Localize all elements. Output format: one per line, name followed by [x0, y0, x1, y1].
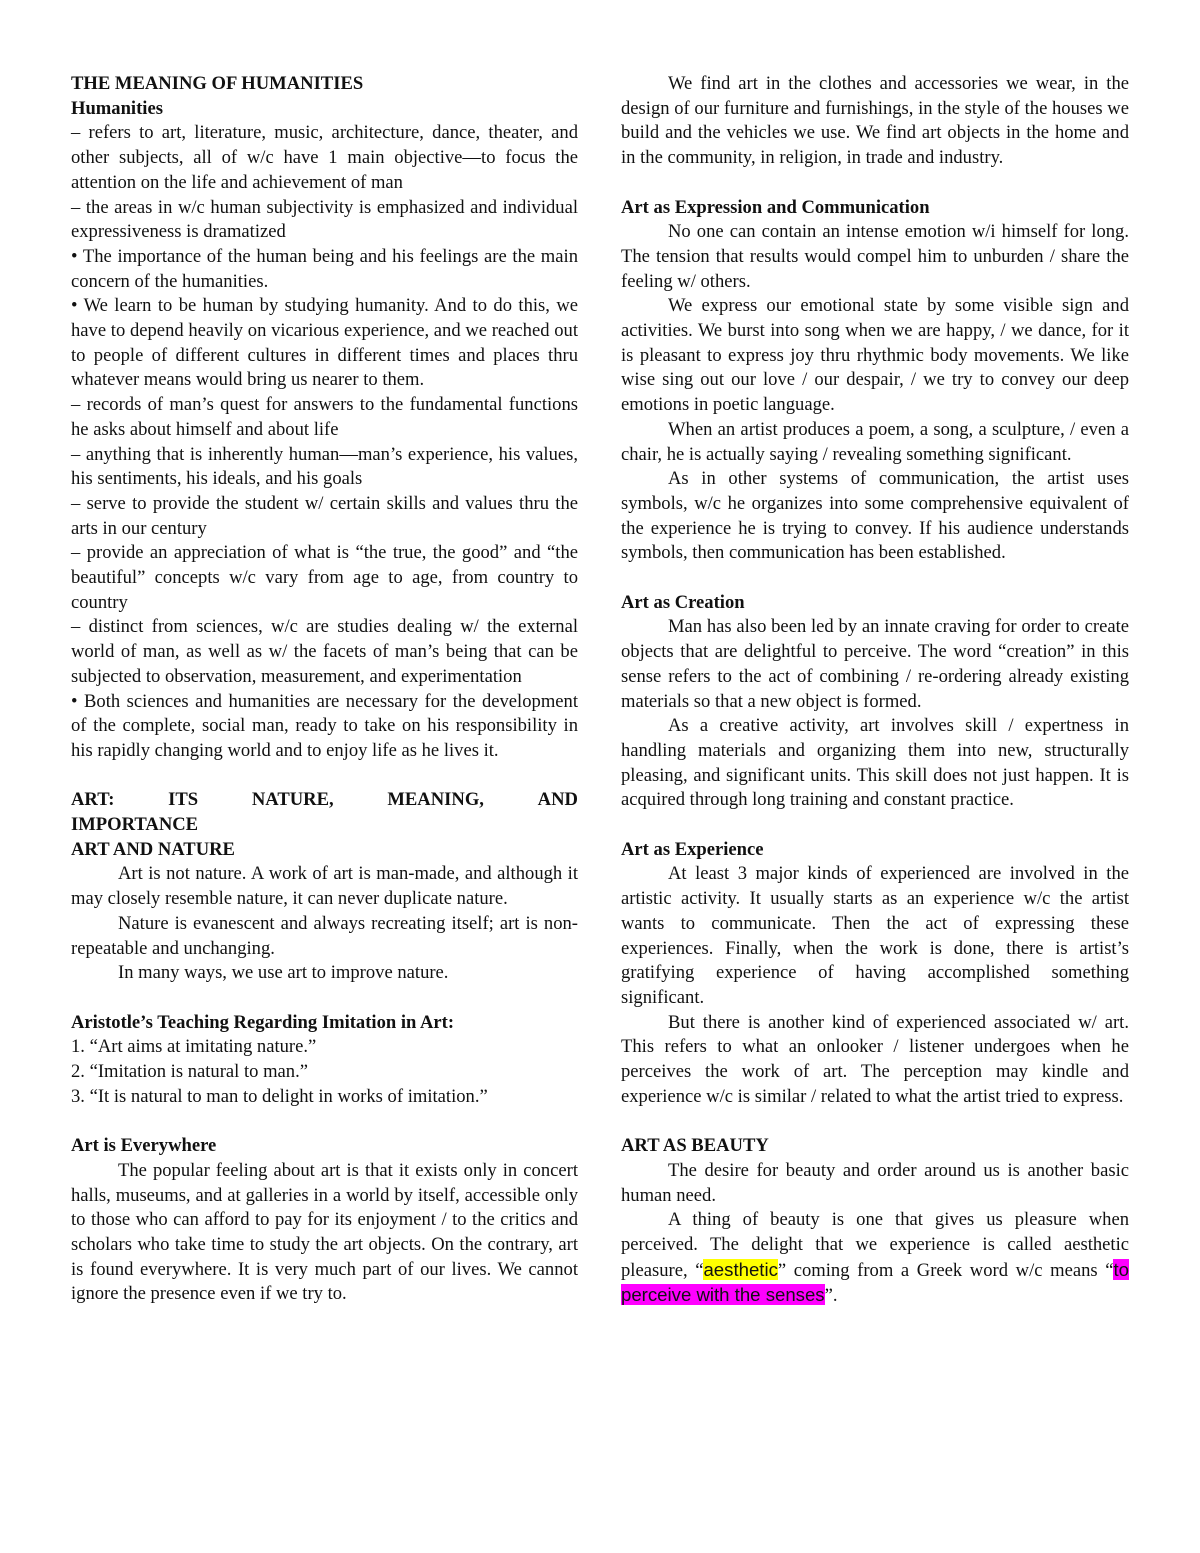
- creation-heading: Art as Creation: [621, 591, 745, 613]
- aristotle-item: 1. “Art aims at imitating nature.”: [71, 1036, 317, 1058]
- left-column: [71, 72, 578, 1307]
- creation-paragraph: As a creative activity, art involves skill / expertness in handling materials and organizing them into new, structurally pleasing, and significant units. This skill does not just happen. It is acquired through long training and constant practice.: [621, 715, 1129, 811]
- everywhere-continued-paragraph: We find art in the clothes and accessories we wear, in the design of our furniture and furnishings, in the style of the houses we build and the vehicles we use. We find art objects in the home and in the community, in religion, in trade and industry.: [621, 73, 1129, 169]
- creation-paragraph: Man has also been led by an innate craving for order to create objects that are delightful to perceive. The word “creation” in this sense refers to the act of combining / re-ordering already existing materials so that a new object is formed.: [621, 616, 1129, 712]
- art-heading-word: ART:: [71, 789, 115, 811]
- perceive-highlight: to perceive with the senses: [621, 1258, 1129, 1306]
- expression-heading: Art as Expression and Communication: [621, 196, 930, 218]
- art-nature-heading: ART AND NATURE: [71, 838, 235, 860]
- humanities-item: • We learn to be human by studying humanity. And to do this, we have to depend heavily on vicarious experience, and we reached out to people of different cultures in different times and places thru whatever means would bring us nearer to them.: [71, 295, 578, 391]
- humanities-item: – anything that is inherently human—man’s experience, his values, his sentiments, his ideals, and his goals: [71, 443, 578, 490]
- expression-paragraph: We express our emotional state by some visible sign and activities. We burst into song when we are happy, / we dance, for it is pleasant to express joy thru rhythmic body movements. We like wise sing out our love / our despair, / we try to convey our deep emotions in poetic language.: [621, 295, 1129, 416]
- beauty-text: ” coming from a Greek word w/c means “: [777, 1259, 1114, 1281]
- humanities-item: – records of man’s quest for answers to the fundamental functions he asks about himself and about life: [71, 394, 578, 440]
- humanities-item: – provide an appreciation of what is “the true, the good” and “the beautiful” concepts w/c vary from age to age, from country to country: [71, 542, 578, 613]
- humanities-item: • The importance of the human being and his feelings are the main concern of the humanities.: [71, 245, 578, 292]
- art-nature-paragraph: In many ways, we use art to improve nature.: [118, 962, 449, 984]
- art-heading-line2: IMPORTANCE: [71, 814, 199, 836]
- art-nature-paragraph: Art is not nature. A work of art is man-made, and although it may closely resemble nature, it can never duplicate nature.: [71, 863, 578, 910]
- humanities-item: • Both sciences and humanities are necessary for the development of the complete, social man, ready to take on his responsibility in his rapidly changing world and to enjoy life as he lives it.: [71, 690, 578, 761]
- aesthetic-highlight: aesthetic: [703, 1258, 778, 1280]
- humanities-item: – the areas in w/c human subjectivity is emphasized and individual expressiveness is dramatized: [71, 196, 578, 243]
- beauty-paragraph-aesthetic: [621, 1208, 1129, 1309]
- everywhere-heading: Art is Everywhere: [71, 1135, 217, 1157]
- beauty-paragraph: The desire for beauty and order around us is another basic human need.: [621, 1159, 1129, 1206]
- humanities-item: – distinct from sciences, w/c are studies dealing w/ the external world of man, as well as w/ the facets of man’s being that can be subjected to observation, measurement, and experimentation: [71, 616, 578, 687]
- experience-heading: Art as Experience: [621, 838, 764, 860]
- beauty-text: ”.: [824, 1285, 838, 1307]
- humanities-item: – serve to provide the student w/ certain skills and values thru the arts in our century: [71, 492, 578, 539]
- art-heading-word: NATURE,: [251, 789, 334, 811]
- document-title: THE MEANING OF HUMANITIES: [71, 73, 364, 94]
- humanities-heading: Humanities: [71, 97, 163, 119]
- art-heading-word: ITS: [168, 789, 199, 811]
- right-column: [621, 72, 1129, 1309]
- expression-paragraph: No one can contain an intense emotion w/i himself for long. The tension that results would compel him to unburden / share the feeling w/ others.: [621, 221, 1129, 292]
- beauty-heading: ART AS BEAUTY: [621, 1135, 769, 1157]
- humanities-item: – refers to art, literature, music, architecture, dance, theater, and other subjects, all of w/c have 1 main objective—to focus the attention on the life and achievement of man: [71, 122, 578, 193]
- expression-paragraph: As in other systems of communication, the artist uses symbols, w/c he organizes into some comprehensive equivalent of the experience he is trying to convey. If his audience understands symbols, then communication has been established.: [621, 468, 1129, 564]
- expression-paragraph: When an artist produces a poem, a song, a sculpture, / even a chair, he is actually saying / revealing something significant.: [621, 418, 1129, 465]
- experience-paragraph: At least 3 major kinds of experienced are involved in the artistic activity. It usually starts as an experience w/c the artist wants to communicate. Then the act of expressing these experiences. Finally, when the work is done, there is artist’s gratifying experience of having accomplished something significant.: [621, 863, 1129, 1008]
- beauty-text: A thing of beauty is one that gives us pleasure when perceived. The delight that we experience is called aesthetic pleasure, “: [621, 1209, 1129, 1281]
- art-heading-word: MEANING,: [387, 789, 484, 811]
- aristotle-item: 3. “It is natural to man to delight in works of imitation.”: [71, 1085, 488, 1107]
- everywhere-paragraph: The popular feeling about art is that it exists only in concert halls, museums, and at galleries in a world by itself, accessible only to those who can afford to pay for its enjoyment / to the critics and scholars who take time to study the art objects. On the contrary, art is found everywhere. It is very much part of our lives. We cannot ignore the presence even if we try to.: [71, 1159, 578, 1305]
- aristotle-heading: Aristotle’s Teaching Regarding Imitation in Art:: [71, 1011, 455, 1033]
- art-section-heading: [71, 788, 578, 813]
- art-heading-word: AND: [537, 789, 578, 811]
- art-nature-paragraph: Nature is evanescent and always recreating itself; art is non-repeatable and unchanging.: [71, 912, 578, 959]
- experience-paragraph: But there is another kind of experienced associated w/ art. This refers to what an onlooker / listener undergoes when he perceives the work of art. The perception may kindle and experience w/c is similar / related to what the artist tried to express.: [621, 1011, 1129, 1107]
- aristotle-item: 2. “Imitation is natural to man.”: [71, 1061, 309, 1083]
